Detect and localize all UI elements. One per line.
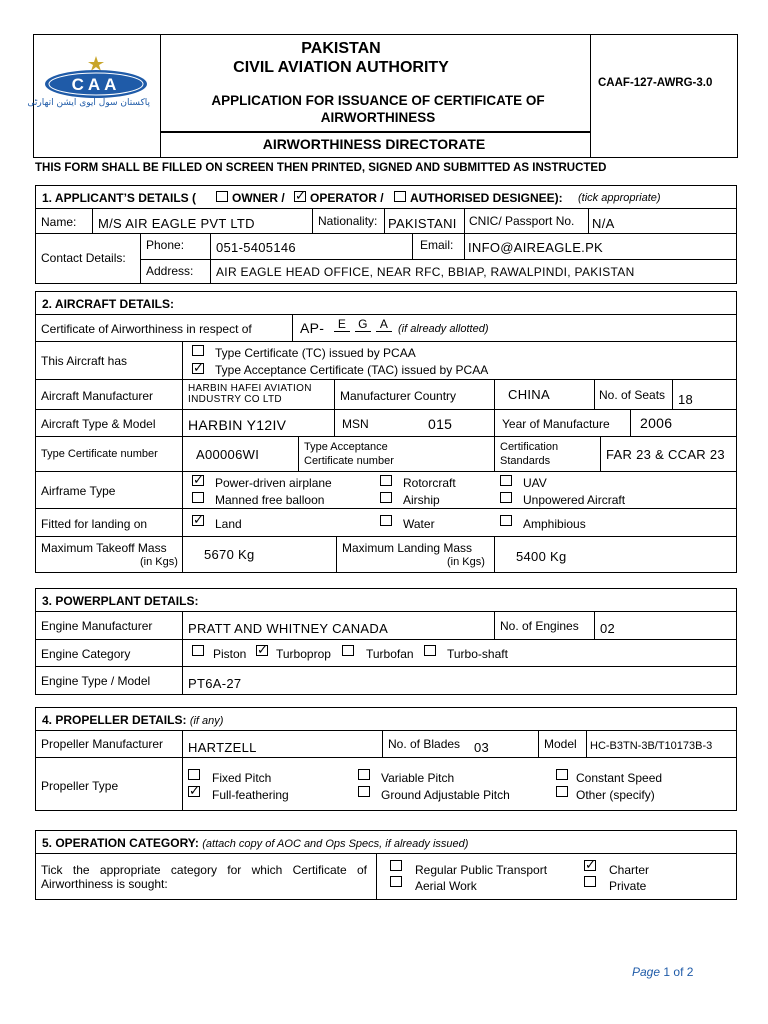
email-field[interactable]: INFO@AIREAGLE.PK <box>468 240 604 255</box>
country-label: Manufacturer Country <box>340 389 457 403</box>
af-uav-checkbox[interactable] <box>500 475 512 486</box>
variable-pitch-checkbox[interactable] <box>358 769 370 780</box>
logo-caa-text: CAA <box>71 75 121 94</box>
mlm-field[interactable]: 5400 Kg <box>516 549 567 564</box>
prop-mfr-field[interactable]: HARTZELL <box>188 740 257 755</box>
rpt-checkbox[interactable] <box>390 860 402 871</box>
prop-mfr-label: Propeller Manufacturer <box>41 737 164 751</box>
af-airship-label: Airship <box>403 493 440 507</box>
country-field[interactable]: CHINA <box>508 387 550 402</box>
prop-type-label: Propeller Type <box>41 779 119 793</box>
s5-title-note: (attach copy of AOC and Ops Specs, if already issued) <box>202 838 469 850</box>
s4-title-note: (if any) <box>189 715 224 727</box>
manufacturer-label: Aircraft Manufacturer <box>41 389 154 403</box>
af-rotor-checkbox[interactable] <box>380 475 392 486</box>
af-uav-label: UAV <box>523 476 547 490</box>
aerial-work-checkbox[interactable] <box>390 876 402 887</box>
ground-adjustable-label: Ground Adjustable Pitch <box>381 788 510 802</box>
tick-instruction: Tick the appropriate category for which Certificate of Airworthiness is sought: <box>41 863 367 891</box>
header-directorate: AIRWORTHINESS DIRECTORATE <box>262 136 486 152</box>
mtom-field[interactable]: 5670 Kg <box>204 547 255 562</box>
s4-title: 4. PROPELLER DETAILS: (if any) <box>42 713 224 727</box>
header-authority: CIVIL AVIATION AUTHORITY <box>233 59 449 76</box>
reg-letter-1[interactable]: E <box>334 317 350 332</box>
type-label: Aircraft Type & Model <box>41 417 156 431</box>
section-powerplant <box>35 588 737 695</box>
eng-model-field[interactable]: PT6A-27 <box>188 676 242 691</box>
turboshaft-label: Turbo-shaft <box>447 647 508 661</box>
constant-speed-label: Constant Speed <box>576 771 663 785</box>
manufacturer-field[interactable]: HARBIN HAFEI AVIATION INDUSTRY CO LTD <box>188 383 312 405</box>
name-field[interactable]: M/S AIR EAGLE PVT LTD <box>98 216 255 231</box>
reg-letter-2[interactable]: G <box>355 317 371 332</box>
eng-cat-label: Engine Category <box>41 647 131 661</box>
af-unpowered-label: Unpowered Aircraft <box>523 493 626 507</box>
amphibious-checkbox[interactable] <box>500 515 512 526</box>
s3-title: 3. POWERPLANT DETAILS: <box>42 594 199 608</box>
turbofan-label: Turbofan <box>366 647 414 661</box>
logo-urdu-text: پاکستان سول ایوی ایشن اتھارٹی <box>27 98 150 108</box>
water-checkbox[interactable] <box>380 515 392 526</box>
turboprop-label: Turboprop <box>276 647 331 661</box>
mlm-units: (in Kgs) <box>447 556 485 568</box>
mtom-label: Maximum Takeoff Mass <box>41 541 167 555</box>
section-propeller <box>35 707 737 811</box>
contact-label: Contact Details: <box>41 251 126 265</box>
cnic-field[interactable]: N/A <box>592 216 615 231</box>
header-divider <box>160 132 590 133</box>
prop-model-label: Model <box>544 737 577 751</box>
form-instruction: THIS FORM SHALL BE FILLED ON SCREEN THEN PRINTED, SIGNED AND SUBMITTED AS INSTRUCTED <box>35 162 607 174</box>
eng-mfr-label: Engine Manufacturer <box>41 619 153 633</box>
af-balloon-label: Manned free balloon <box>215 493 325 507</box>
private-label: Private <box>609 879 647 893</box>
tcn-label: Type Certificate number <box>41 448 158 460</box>
cert-std-field[interactable]: FAR 23 & CCAR 23 <box>606 447 725 462</box>
af-powered-checkbox[interactable] <box>192 475 204 486</box>
af-airship-checkbox[interactable] <box>380 492 392 503</box>
s2-title: 2. AIRCRAFT DETAILS: <box>42 297 174 311</box>
af-powered-label: Power-driven airplane <box>215 476 332 490</box>
email-label: Email: <box>420 238 454 252</box>
page-total: 2 <box>686 965 694 979</box>
seats-field[interactable]: 18 <box>678 392 694 407</box>
yom-label: Year of Manufacture <box>502 417 610 431</box>
af-balloon-checkbox[interactable] <box>192 492 204 503</box>
mlm-label: Maximum Landing Mass <box>342 541 473 555</box>
reg-letter-3[interactable]: A <box>376 317 392 332</box>
owner-label: OWNER / <box>232 191 285 205</box>
msn-label: MSN <box>342 417 369 431</box>
yom-field[interactable]: 2006 <box>640 415 673 431</box>
section-operation <box>35 830 737 900</box>
header-country: PAKISTAN <box>301 40 381 57</box>
full-feathering-label: Full-feathering <box>212 788 289 802</box>
page-of: of <box>673 965 684 979</box>
eng-count-field[interactable]: 02 <box>600 621 616 636</box>
other-specify-label: Other (specify) <box>576 788 655 802</box>
cert-std-label: Certification Standards <box>500 441 559 467</box>
af-unpowered-checkbox[interactable] <box>500 492 512 503</box>
nationality-field[interactable]: PAKISTANI <box>388 216 457 231</box>
eng-mfr-field[interactable]: PRATT AND WHITNEY CANADA <box>188 621 389 636</box>
land-label: Land <box>215 517 242 531</box>
address-field[interactable]: AIR EAGLE HEAD OFFICE, NEAR RFC, BBIAP, RAWALPINDI, PAKISTAN <box>216 265 635 279</box>
mtom-units: (in Kgs) <box>140 556 178 568</box>
land-checkbox[interactable] <box>192 515 204 526</box>
fixed-pitch-checkbox[interactable] <box>188 769 200 780</box>
type-field[interactable]: HARBIN Y12IV <box>188 417 287 433</box>
aerial-work-label: Aerial Work <box>415 879 477 893</box>
eng-model-label: Engine Type / Model <box>41 674 151 688</box>
ap-prefix: AP- <box>300 320 325 336</box>
airframe-label: Airframe Type <box>41 484 116 498</box>
turbofan-checkbox[interactable] <box>342 645 354 656</box>
amphibious-label: Amphibious <box>523 517 586 531</box>
aircraft-has-label: This Aircraft has <box>41 354 128 368</box>
variable-pitch-label: Variable Pitch <box>381 771 455 785</box>
private-checkbox[interactable] <box>584 876 596 887</box>
s5-title: 5. OPERATION CATEGORY: (attach copy of AOC and Ops Specs, if already issued) <box>42 836 469 850</box>
name-label: Name: <box>41 215 77 229</box>
s1-title: 1. APPLICANT’S DETAILS ( <box>42 191 197 205</box>
piston-checkbox[interactable] <box>192 645 204 656</box>
address-label: Address: <box>146 264 194 278</box>
prop-model-field[interactable]: HC-B3TN-3B/T10173B-3 <box>590 740 713 752</box>
seats-label: No. of Seats <box>599 388 666 402</box>
other-specify-checkbox[interactable] <box>556 786 568 797</box>
reg-note: (if already allotted) <box>398 323 489 335</box>
nationality-label: Nationality: <box>318 214 378 228</box>
s1-note: (tick appropriate) <box>578 192 661 204</box>
section-aircraft <box>35 291 737 573</box>
charter-label: Charter <box>609 863 650 877</box>
owner-checkbox[interactable] <box>216 191 228 202</box>
section-applicant <box>35 185 737 284</box>
turboprop-checkbox[interactable] <box>256 645 268 656</box>
full-feathering-checkbox[interactable] <box>188 786 200 797</box>
ground-adjustable-checkbox[interactable] <box>358 786 370 797</box>
tcn-field[interactable]: A00006WI <box>196 447 260 462</box>
operator-label: OPERATOR / <box>310 191 384 205</box>
cnic-label: CNIC/ Passport No. <box>469 214 575 228</box>
fixed-pitch-label: Fixed Pitch <box>212 771 272 785</box>
constant-speed-checkbox[interactable] <box>556 769 568 780</box>
operator-checkbox[interactable] <box>294 191 306 202</box>
af-rotor-label: Rotorcraft <box>403 476 456 490</box>
blades-field[interactable]: 03 <box>474 740 490 755</box>
tac-checkbox[interactable] <box>192 363 204 374</box>
coa-label: Certificate of Airworthiness in respect of <box>41 322 252 336</box>
rpt-label: Regular Public Transport <box>415 863 548 877</box>
blades-label: No. of Blades <box>388 737 461 751</box>
landing-label: Fitted for landing on <box>41 517 148 531</box>
msn-field[interactable]: 015 <box>428 416 453 432</box>
phone-field[interactable]: 051-5405146 <box>216 240 296 255</box>
designee-label: AUTHORISED DESIGNEE): <box>410 191 563 205</box>
page-indicator <box>632 965 693 979</box>
page-word: Page <box>632 965 661 979</box>
page-number: 1 <box>663 965 671 979</box>
phone-label: Phone: <box>146 238 185 252</box>
piston-label: Piston <box>213 647 247 661</box>
designee-checkbox[interactable] <box>394 191 406 202</box>
tc-checkbox[interactable] <box>192 345 204 356</box>
eng-count-label: No. of Engines <box>500 619 579 633</box>
form-code: CAAF-127-AWRG-3.0 <box>598 77 713 89</box>
tc-label: Type Certificate (TC) issued by PCAA <box>215 346 416 360</box>
turboshaft-checkbox[interactable] <box>424 645 436 656</box>
header-form-title: APPLICATION FOR ISSUANCE OF CERTIFICATE OF AIRWORTHINESS <box>211 93 545 125</box>
tacn-label: Type Acceptance Certificate number <box>304 441 394 467</box>
charter-checkbox[interactable] <box>584 860 596 871</box>
water-label: Water <box>403 517 435 531</box>
tac-label: Type Acceptance Certificate (TAC) issued by PCAA <box>215 363 489 377</box>
